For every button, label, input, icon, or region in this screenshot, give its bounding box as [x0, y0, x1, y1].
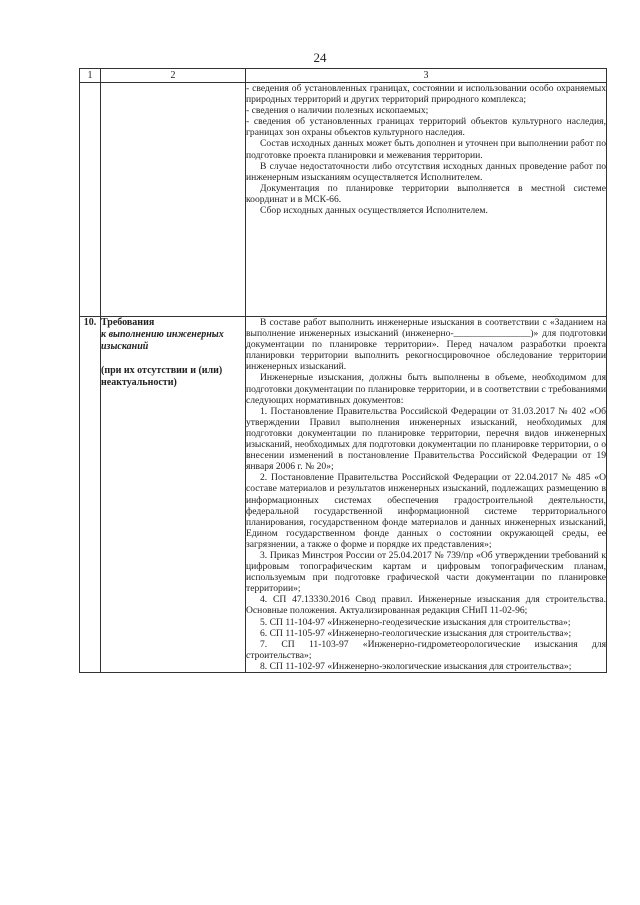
- content-cell: [246, 83, 607, 317]
- content-paragraph: Инженерные изыскания, должны быть выполнены в объеме, необходимом для подготовки документации по планировке территории, и в соответствии с требованиями следующих нормативных документов:: [246, 372, 606, 406]
- column-header-2: 2: [101, 69, 246, 83]
- content-paragraph: Состав исходных данных может быть дополнен и уточнен при выполнении работ по подготовке проекта планировки и межевания территории.: [246, 138, 606, 161]
- row-number-10: 10.: [80, 317, 101, 673]
- column-header-3: 3: [246, 69, 607, 83]
- content-paragraph: Сбор исходных данных осуществляется Исполнителем.: [260, 205, 488, 217]
- column-header-1: 1: [80, 69, 101, 83]
- content-paragraph: 1. Постановление Правительства Российской Федерации от 31.03.2017 № 402 «Об утверждении Правил выполнения инженерных изысканий, необходимых для подготовки документации по планировке территории, перечня видов инженерных изысканий, необходимых для подготовки документации по планировке территории, о о внесении изменений в постановление Правительства Российской Федерации от 19 января 2006 г. № 20»;: [246, 405, 606, 473]
- content-paragraph: 8. СП 11-102-97 «Инженерно-экологические изыскания для строительства»;: [260, 660, 572, 672]
- row-number-cell: [80, 83, 101, 317]
- content-paragraph: 3. Приказ Минстроя России от 25.04.2017 № 739/пр «Об утверждении требований к цифровым топографическим картам и цифровым топографическим планам, используемым при подготовке графической части документации по планировке территории»;: [246, 549, 606, 595]
- content-paragraph: 2. Постановление Правительства Российской Федерации от 22.04.2017 № 485 «О составе материалов и результатов инженерных изысканий, подлежащих размещению в информационных системах обеспечения градостроительной деятельности, федеральной государственной информационной системе территориального планирования, государственном фонде материалов и данных инженерных изысканий, Едином государственном фонде данных о состоянии окружающей среды, ее загрязнении, а также о форме и порядке их представления»;: [246, 472, 606, 550]
- content-paragraph: В случае недостаточности либо отсутствия исходных данных проведение работ по инженерным изысканиям осуществляется Исполнителем.: [246, 160, 606, 183]
- content-cell-10: [246, 317, 607, 673]
- requirements-table: [79, 68, 607, 673]
- table-row-10: [80, 317, 607, 673]
- table-header-row: [80, 69, 607, 83]
- content-paragraph: - сведения об установленных границах, состоянии и использовании особо охраняемых природных территорий и других территорий природного комплекса;: [246, 83, 606, 106]
- requirement-cell-10: [101, 317, 246, 673]
- requirement-note: (при их отсутствии и (или) неактуальности): [101, 365, 223, 388]
- content-paragraph: 5. СП 11-104-97 «Инженерно-геодезические изыскания для строительства»;: [260, 616, 571, 628]
- content-paragraph: - сведения об установленных границах территорий объектов культурного наследия, границах зон охраны объектов культурного наследия.: [246, 116, 606, 139]
- page-number: 24: [313, 50, 327, 65]
- requirement-cell: [101, 83, 246, 317]
- content-paragraph: В составе работ выполнить инженерные изыскания в соответствии с «Заданием на выполнение инженерных изысканий (инженерно-________________)» для подготовки документации по планировке территории». Перед началом разработки проекта планировки территории выполнить рекогносцировочное обследование территории инженерных изысканий.: [246, 317, 606, 373]
- table-row-continuation: [80, 83, 607, 317]
- requirement-subtitle: к выполнению инженерных изысканий: [101, 329, 224, 352]
- requirement-title: Требования: [101, 317, 155, 328]
- content-paragraph: 6. СП 11-105-97 «Инженерно-геологические изыскания для строительства»;: [260, 627, 572, 639]
- content-paragraph: - сведения о наличии полезных ископаемых;: [246, 105, 429, 117]
- content-paragraph: 4. СП 47.13330.2016 Свод правил. Инженерные изыскания для строительства. Основные положения. Актуализированная редакция СНиП 11-02-96;: [246, 594, 606, 617]
- content-paragraph: Документация по планировке территории выполняется в местной системе координат и в МСК-66.: [246, 182, 606, 205]
- content-paragraph: 7. СП 11-103-97 «Инженерно-гидрометеорологические изыскания для строительства»;: [246, 638, 606, 661]
